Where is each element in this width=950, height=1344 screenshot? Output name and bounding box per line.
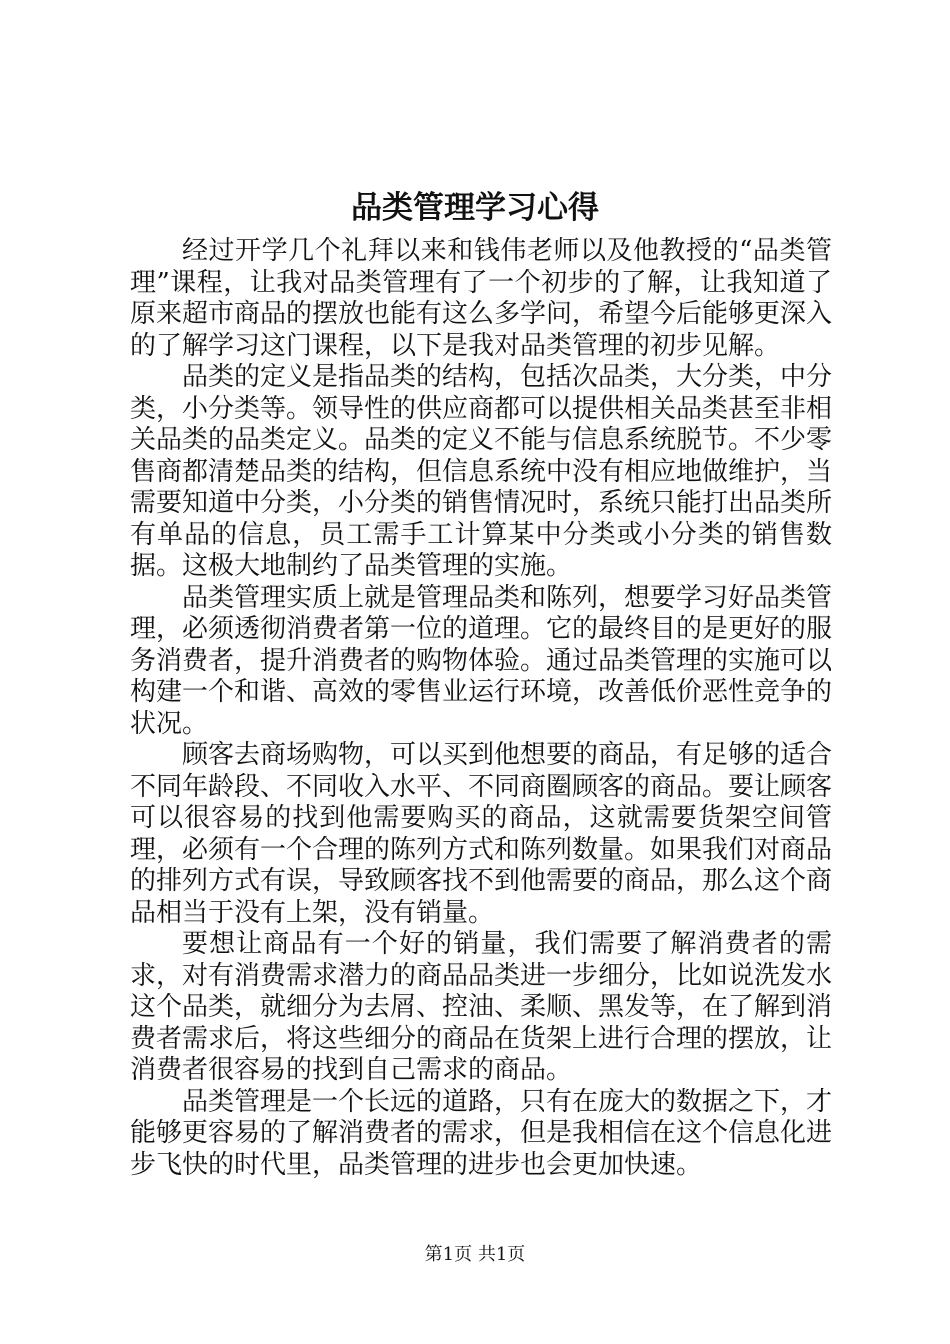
paragraph-6: 品类管理是一个长远的道路，只有在庞大的数据之下，才能够更容易的了解消费者的需求，但是我相信在这个信息化进步飞快的时代里，品类管理的进步也会更加快速。 (130, 1086, 833, 1180)
document-body (130, 236, 832, 1181)
page-title: 品类管理学习心得 (351, 190, 599, 226)
paragraph-5: 要想让商品有一个好的销量，我们需要了解消费者的需求，对有消费需求潜力的商品品类进一步细分，比如说洗发水这个品类，就细分为去屑、控油、柔顺、黑发等，在了解到消费者需求后，将这些细分的商品在货架上进行合理的摆放，让消费者很容易的找到自己需求的商品。 (130, 929, 833, 1085)
paragraph-2: 品类的定义是指品类的结构，包括次品类，大分类，中分类，小分类等。领导性的供应商都可以提供相关品类甚至非相关品类的品类定义。品类的定义不能与信息系统脱节。不少零售商都清楚品类的结构，但信息系统中没有相应地做维护，当需要知道中分类，小分类的销售情况时，系统只能打出品类所有单品的信息，员工需手工计算某中分类或小分类的销售数据。这极大地制约了品类管理的实施。 (130, 362, 833, 581)
page-footer: 第1页 共1页 (424, 1244, 526, 1265)
paragraph-4: 顾客去商场购物，可以买到他想要的商品，有足够的适合不同年龄段、不同收入水平、不同商圈顾客的商品。要让顾客可以很容易的找到他需要购买的商品，这就需要货架空间管理，必须有一个合理的陈列方式和陈列数量。如果我们对商品的排列方式有误，导致顾客找不到他需要的商品，那么这个商品相当于没有上架，没有销量。 (130, 740, 833, 928)
paragraph-3: 品类管理实质上就是管理品类和陈列，想要学习好品类管理，必须透彻消费者第一位的道理。它的最终目的是更好的服务消费者，提升消费者的购物体验。通过品类管理的实施可以构建一个和谐、高效的零售业运行环境，改善低价恶性竞争的状况。 (130, 582, 833, 739)
paragraph-1: 经过开学几个礼拜以来和钱伟老师以及他教授的“品类管理”课程，让我对品类管理有了一个初步的了解，让我知道了原来超市商品的摆放也能有这么多学问，希望今后能够更深入的了解学习这门课程，以下是我对品类管理的初步见解。 (130, 236, 833, 361)
